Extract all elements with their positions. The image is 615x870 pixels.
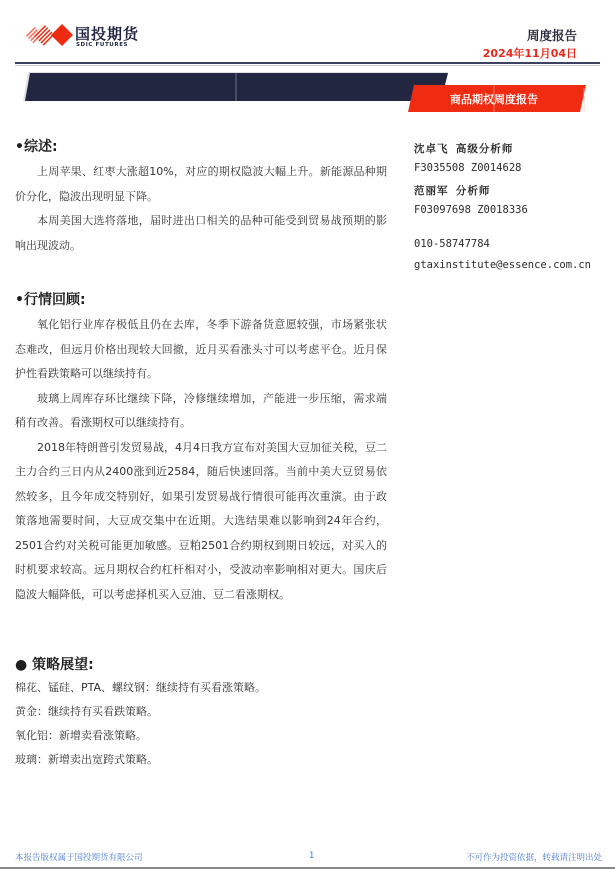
contact-phone: 010-58747784 [414,238,490,250]
analyst-name: 范丽军 分析师 [414,185,491,197]
strategy-item: 玻璃：新增卖出宽跨式策略。 [15,753,158,766]
review-body [15,313,387,607]
report-date: 2024年11月04日 [482,47,577,60]
page-number: 1 [309,851,315,861]
logo-english-name: SDIC FUTURES [76,42,129,48]
footer-copyright: 本报告版权属于国投期货有限公司 [15,853,143,863]
summary-paragraph: 本周美国大选将落地，届时进出口相关的品种可能受到贸易战预期的影响出现波动。 [15,214,387,252]
summary-body [15,160,387,258]
footer-disclaimer: 不可作为投资依据，转载请注明出处 [465,853,602,863]
header-divider [15,62,600,64]
analyst-name: 沈卓飞 高级分析师 [414,143,514,155]
logo-chinese-name: 国投期货 [75,25,140,43]
review-paragraph: 玻璃上周库存环比继续下降，冷修继续增加，产能进一步压缩，需求端稍有改善。看涨期权可以继续持有。 [15,391,387,429]
contact-email[interactable]: gtaxinstitute@essence.com.cn [414,259,592,271]
review-paragraph: 氧化铝行业库存极低且仍在去库，冬季下游备货意愿较强，市场紧张状态难改，但远月价格出现较大回撤，近月买看涨头寸可以考虑平仓。近月保护性看跌策略可以继续持有。 [15,318,387,380]
navy-banner [23,72,448,101]
analyst-license: F3035508 Z0014628 [414,162,522,174]
summary-heading: •综述: [15,139,58,155]
strategy-heading: ● 策略展望: [15,657,94,673]
summary-paragraph: 上周苹果、红枣大涨超10%，对应的期权隐波大幅上升。新能源品种期价分化，隐波出现明显下降。 [15,165,387,203]
analyst-panel [414,141,591,280]
strategy-item: 氧化铝：新增卖看涨策略。 [15,729,147,742]
analyst-license: F03097698 Z0018336 [414,204,528,216]
header-divider-secondary [15,65,600,66]
strategy-item: 棉花、锰硅、PTA、螺纹钢：继续持有买看涨策略。 [15,681,267,694]
strategy-item: 黄金：继续持有买看跌策略。 [15,705,158,718]
company-logo [25,22,155,50]
review-paragraph: 2018年特朗普引发贸易战，4月4日我方宣布对美国大豆加征关税，豆二主力合约三日内从2400涨到近2584，随后快速回落。当前中美大豆贸易依然较多，且今年成交特别好，如果引发贸易战行情很可能再次重演。由于政策落地需要时间，大豆成交集中在近期。大选结果难以影响到24年合约，2501合约对关税可能更加敏感。豆粕2501合约期权到期日较远，对买入的时机要求较高。远月期权合约杠杆相对小，受波动率影响相对更大。国庆后隐波大幅降低，可以考虑择机买入豆油、豆二看涨期权。 [15,440,387,601]
footer-divider [0,867,615,869]
review-heading: •行情回顾: [15,292,86,308]
report-type: 周度报告 [526,28,577,43]
banner-title: 商品期权周度报告 [450,93,538,106]
strategy-list [15,676,266,772]
logo-diamond-icon [25,24,73,46]
